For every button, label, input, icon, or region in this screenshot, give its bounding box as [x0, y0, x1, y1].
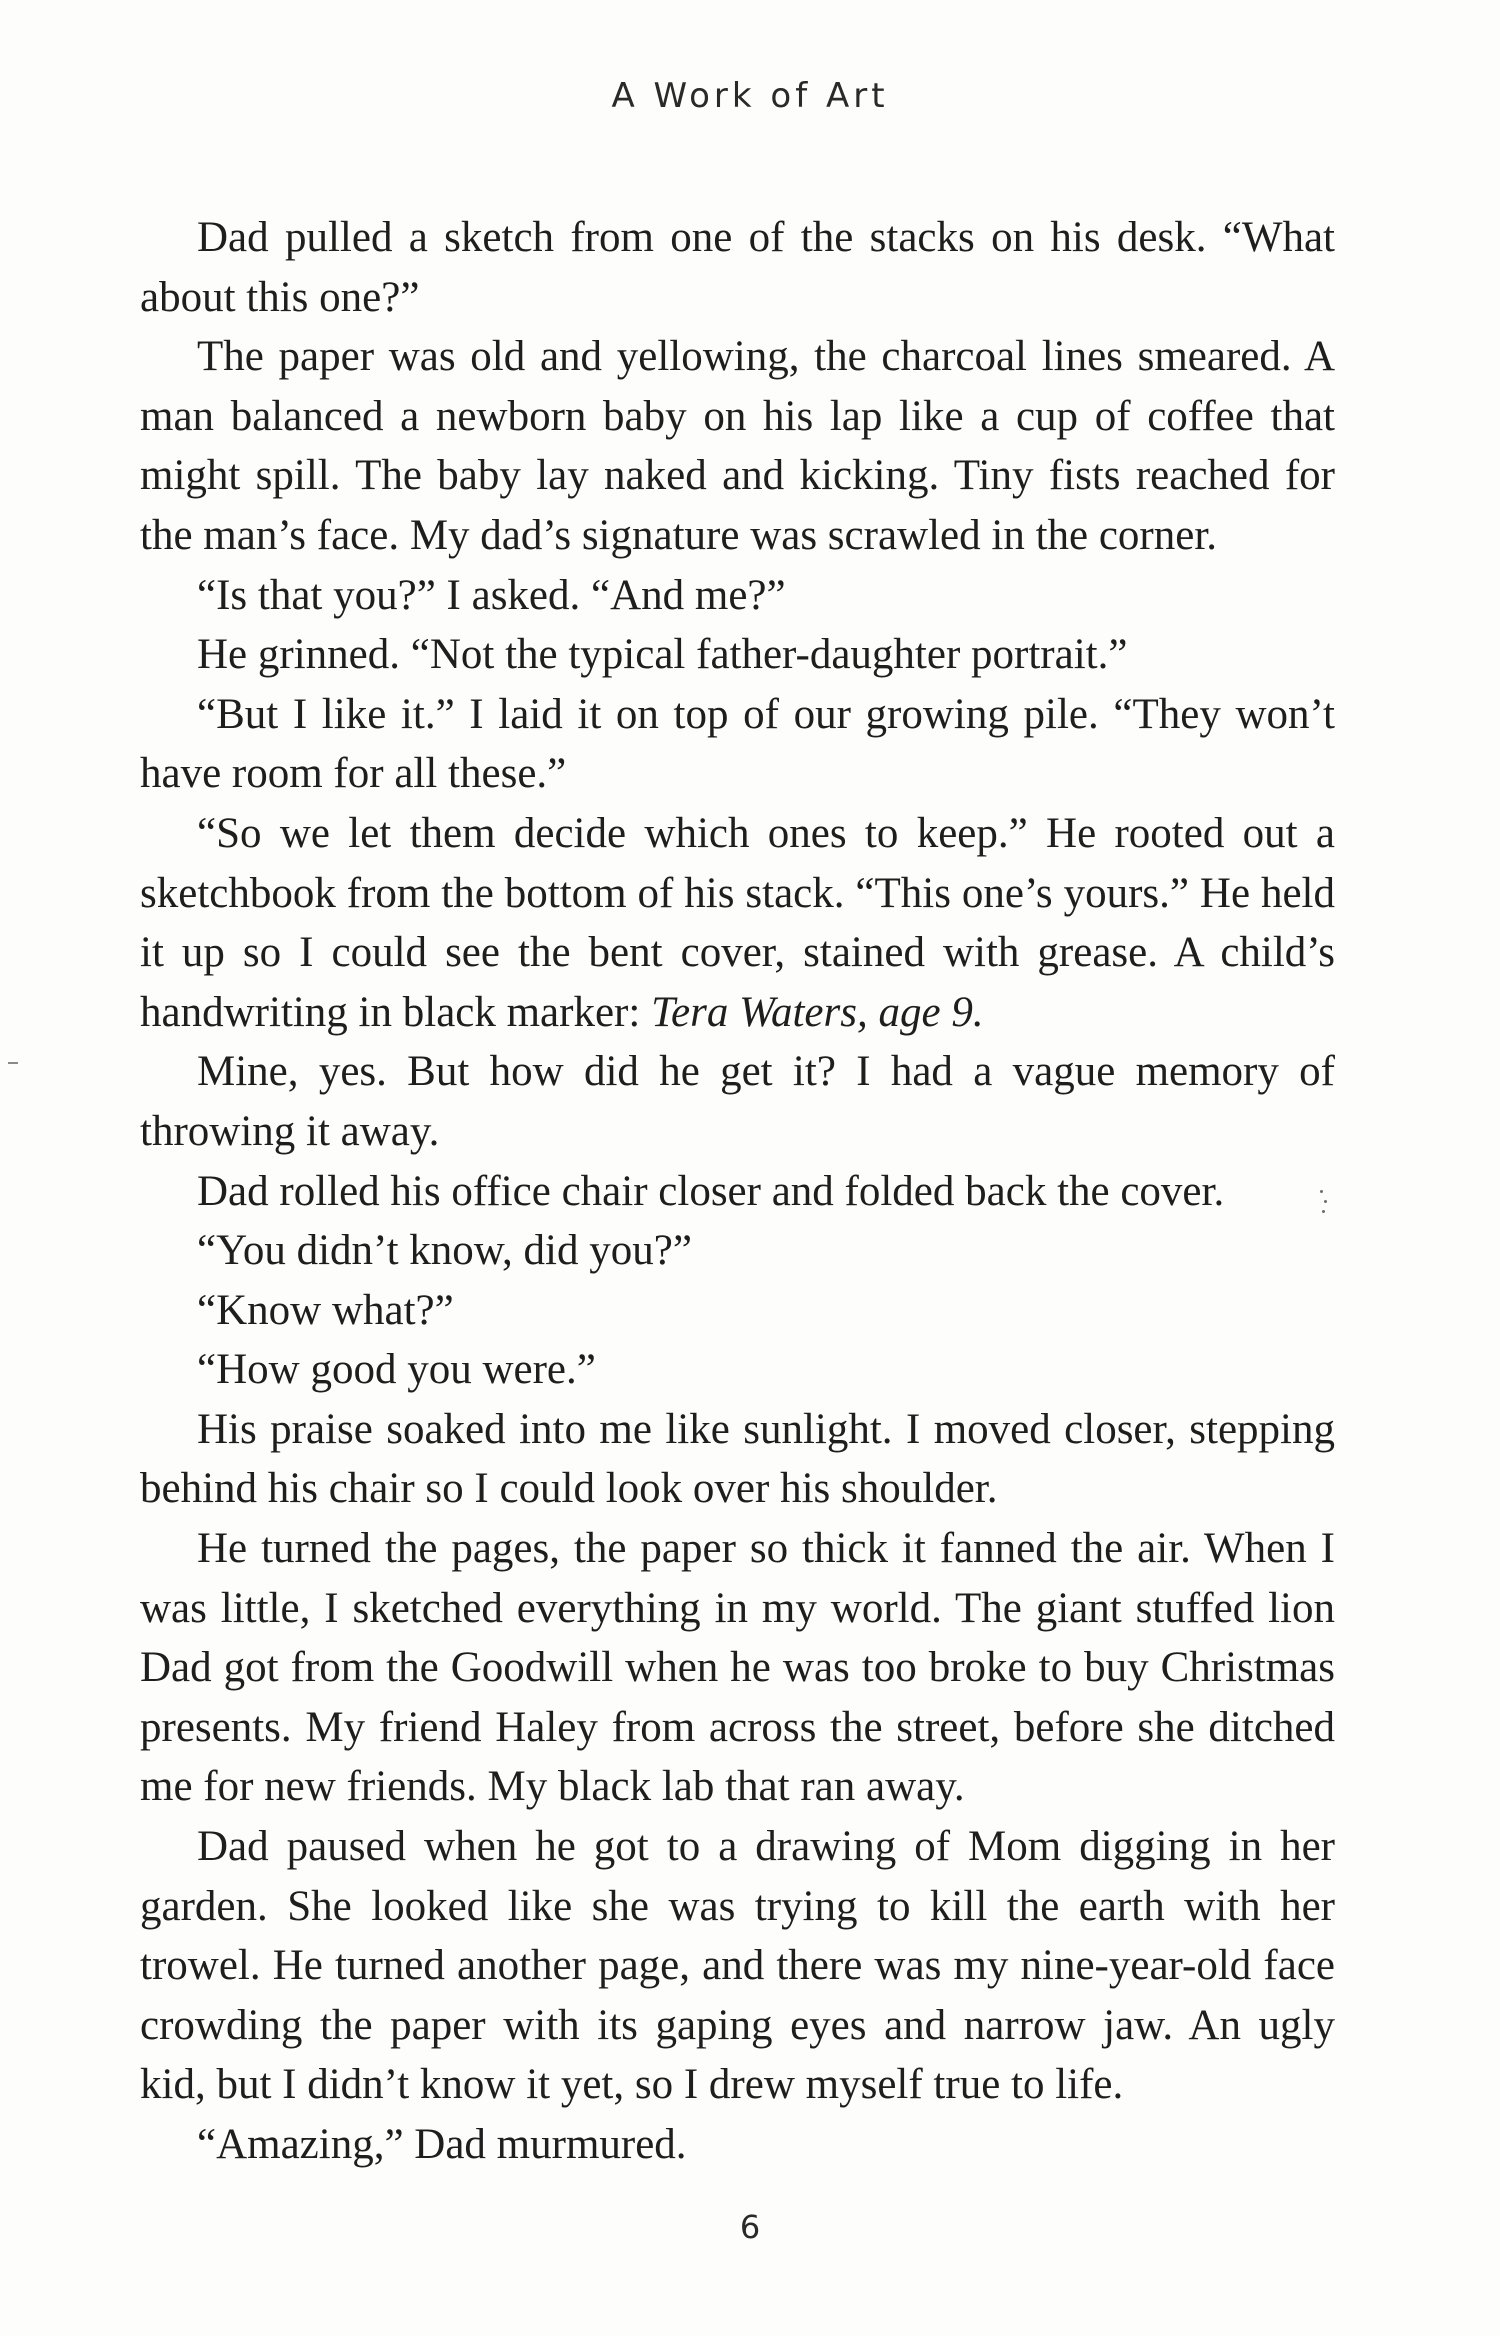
- paragraph: He grinned. “Not the typical father-daughter portrait.”: [197, 631, 1128, 679]
- running-head: A Work of Art: [611, 76, 889, 116]
- paragraph: The paper was old and yellowing, the charcoal lines smeared. A man balanced a newborn baby on his lap like a cup of coffee that might spill. The baby lay naked and kicking. Tiny fists reached for the man’s face. My dad’s signature was scrawled in the corner.: [140, 333, 1335, 559]
- paragraph: “But I like it.” I laid it on top of our growing pile. “They won’t have room for all these.”: [140, 690, 1335, 798]
- paragraph: Dad pulled a sketch from one of the stacks on his desk. “What about this one?”: [140, 214, 1335, 321]
- page-number: 6: [739, 2208, 761, 2246]
- sketchbook-inscription: Tera Waters, age 9.: [651, 988, 984, 1036]
- paragraph: “Amazing,” Dad murmured.: [197, 2121, 687, 2168]
- paragraph: “Know what?”: [197, 1286, 454, 1334]
- body-text: [140, 208, 1335, 2175]
- paragraph: Dad rolled his office chair closer and folded back the cover.: [197, 1167, 1225, 1215]
- paragraph: “You didn’t know, did you?”: [197, 1227, 692, 1275]
- paragraph: “Is that you?” I asked. “And me?”: [197, 571, 786, 619]
- scan-specks: [1318, 1188, 1330, 1218]
- paragraph: His praise soaked into me like sunlight. I moved closer, stepping behind his chair so I could look over his shoulder.: [140, 1405, 1335, 1513]
- paragraph: “So we let them decide which ones to keep.” He rooted out a sketchbook from the bottom of his stack. “This one’s yours.” He held it up so I could see the bent cover, stained with grease. A child’s handwriting in black marker: Tera Waters, age 9.: [140, 809, 1335, 1036]
- paragraph: “How good you were.”: [197, 1346, 596, 1394]
- paragraph: Mine, yes. But how did he get it? I had a vague memory of throwing it away.: [140, 1048, 1335, 1155]
- scan-margin-mark: [8, 1062, 18, 1064]
- paragraph: He turned the pages, the paper so thick it fanned the air. When I was little, I sketched everything in my world. The giant stuffed lion Dad got from the Goodwill when he was too broke to buy Christmas presents. My friend Haley from across the street, before she ditched me for new friends. My black lab that ran away.: [140, 1525, 1335, 1811]
- paragraph: Dad paused when he got to a drawing of Mom digging in her garden. She looked like she was trying to kill the earth with her trowel. He turned another page, and there was my nine-year-old face crowding the paper with its gaping eyes and narrow jaw. An ugly kid, but I didn’t know it yet, so I drew myself true to life.: [140, 1823, 1335, 2109]
